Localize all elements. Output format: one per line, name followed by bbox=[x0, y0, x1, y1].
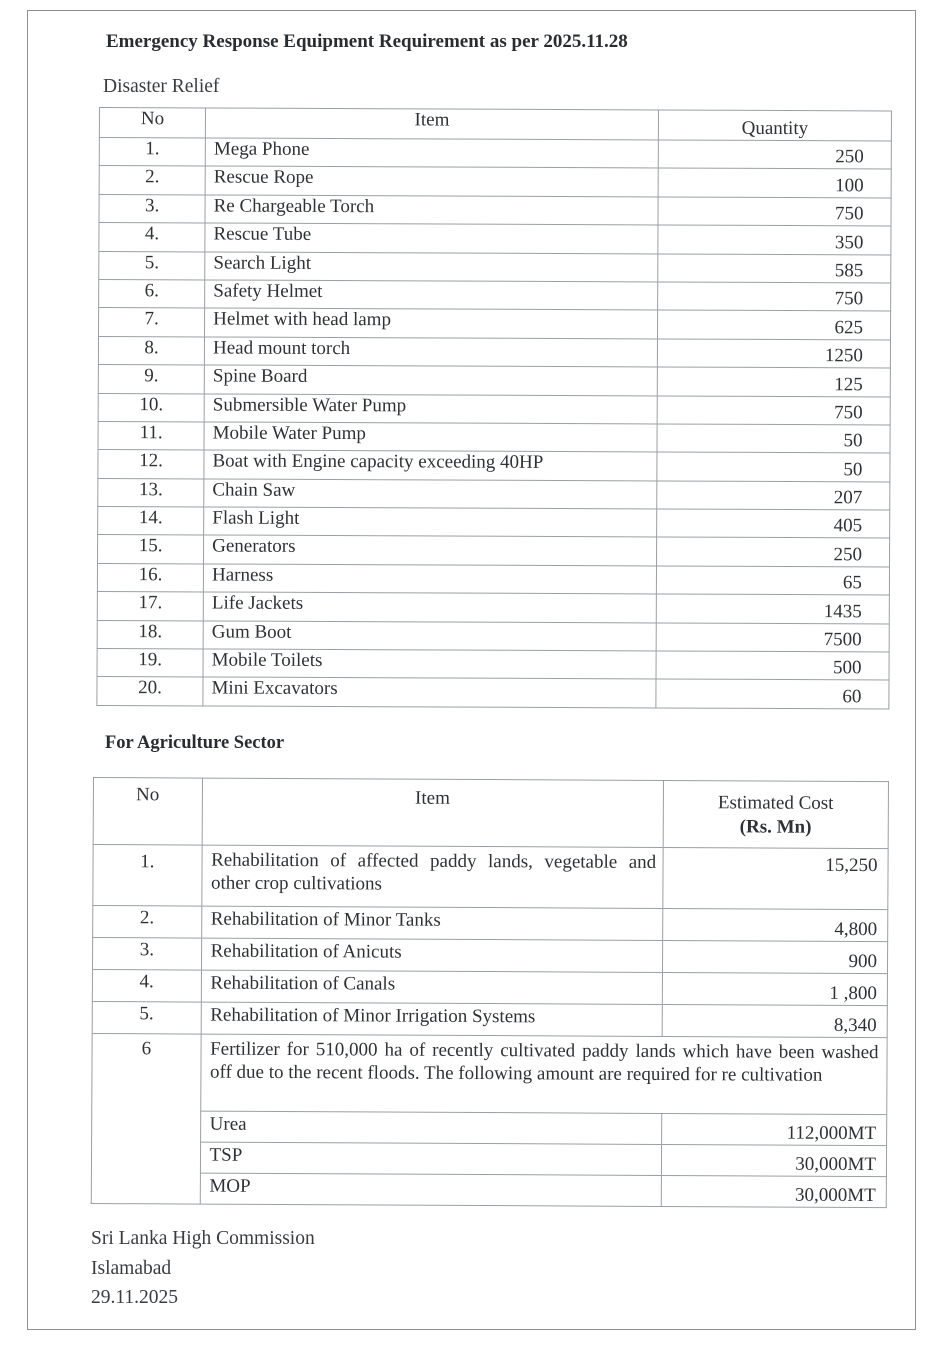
row-number: 5. bbox=[92, 1001, 201, 1034]
fertilizer-item-row bbox=[92, 1110, 887, 1145]
item-name: Chain Saw bbox=[204, 479, 657, 509]
header-cost-label: Estimated Cost bbox=[717, 792, 834, 814]
row-number: 11. bbox=[98, 421, 204, 450]
row-number: 13. bbox=[98, 478, 204, 507]
row-number: 9. bbox=[98, 365, 204, 394]
item-name: Mobile Water Pump bbox=[204, 422, 657, 452]
agriculture-table-body bbox=[91, 845, 888, 1208]
item-quantity: 750 bbox=[657, 395, 890, 424]
item-name: Boat with Engine capacity exceeding 40HP bbox=[204, 450, 657, 480]
fertilizer-item-row bbox=[91, 1172, 886, 1207]
item-cost: 900 bbox=[662, 940, 888, 973]
item-name: Rescue Tube bbox=[205, 223, 658, 253]
table-row bbox=[98, 393, 890, 425]
table-row bbox=[97, 649, 889, 681]
table-row bbox=[98, 365, 890, 397]
disaster-relief-label: Disaster Relief bbox=[103, 76, 220, 97]
table-row bbox=[92, 1001, 887, 1037]
table-row bbox=[99, 138, 891, 170]
agriculture-table bbox=[91, 777, 889, 1208]
table-row bbox=[97, 592, 889, 624]
item-quantity: 625 bbox=[657, 310, 890, 339]
item-name: Harness bbox=[203, 564, 656, 594]
table-row bbox=[99, 194, 891, 226]
row-number: 16. bbox=[97, 563, 203, 592]
table-row bbox=[99, 166, 891, 198]
disaster-relief-table-body bbox=[97, 138, 891, 709]
item-quantity: 50 bbox=[657, 424, 890, 453]
fertilizer-amount: 30,000MT bbox=[661, 1144, 887, 1176]
item-quantity: 250 bbox=[656, 537, 889, 566]
item-quantity: 500 bbox=[656, 651, 889, 680]
item-quantity: 7500 bbox=[656, 623, 889, 652]
table-row bbox=[99, 251, 891, 283]
footer-organization: Sri Lanka High Commission bbox=[91, 1228, 315, 1249]
item-name: Rehabilitation of Canals bbox=[201, 970, 662, 1004]
row-number: 18. bbox=[97, 620, 203, 649]
item-quantity: 125 bbox=[657, 367, 890, 396]
item-name: Helmet with head lamp bbox=[205, 308, 658, 338]
item-quantity: 65 bbox=[656, 566, 889, 595]
table-row bbox=[98, 421, 890, 453]
table-row bbox=[93, 845, 888, 910]
item-name: Head mount torch bbox=[204, 337, 657, 367]
item-quantity: 100 bbox=[658, 168, 891, 197]
agriculture-heading: For Agriculture Sector bbox=[105, 733, 285, 753]
item-quantity: 50 bbox=[657, 452, 890, 481]
row-number: 10. bbox=[98, 393, 204, 422]
item-name: Mini Excavators bbox=[203, 677, 656, 707]
item-name: Generators bbox=[204, 535, 657, 565]
item-name: Rehabilitation of Minor Irrigation Systems bbox=[201, 1002, 662, 1036]
table-row bbox=[98, 336, 890, 368]
row-number: 6 bbox=[91, 1033, 200, 1204]
footer-date: 29.11.2025 bbox=[91, 1287, 179, 1308]
fertilizer-amount: 30,000MT bbox=[661, 1175, 887, 1207]
row-number: 15. bbox=[98, 535, 204, 564]
row-number: 4. bbox=[99, 223, 205, 252]
table-row bbox=[92, 970, 887, 1006]
table-row bbox=[98, 478, 890, 510]
row-number: 20. bbox=[97, 677, 203, 706]
item-cost: 4,800 bbox=[662, 908, 888, 941]
item-quantity: 750 bbox=[658, 282, 891, 311]
item-name: Re Chargeable Torch bbox=[205, 195, 658, 225]
item-quantity: 250 bbox=[658, 140, 891, 169]
header-quantity: Quantity bbox=[658, 110, 891, 141]
row-number: 1. bbox=[99, 138, 205, 167]
row-number: 4. bbox=[92, 970, 201, 1003]
row-number: 5. bbox=[99, 251, 205, 280]
row-number: 2. bbox=[99, 166, 205, 195]
header-no: No bbox=[93, 778, 202, 846]
table-row bbox=[93, 906, 888, 942]
table-row bbox=[98, 308, 890, 340]
item-name: Flash Light bbox=[204, 507, 657, 537]
footer-city: Islamabad bbox=[91, 1257, 172, 1279]
fertilizer-name: MOP bbox=[200, 1173, 661, 1206]
header-no: No bbox=[99, 108, 205, 138]
row-number: 1. bbox=[93, 845, 202, 907]
item-name: Rehabilitation of Minor Tanks bbox=[201, 906, 662, 940]
item-name: Mega Phone bbox=[205, 138, 658, 168]
item-name: Rehabilitation of Anicuts bbox=[201, 938, 662, 972]
table-header-row bbox=[93, 778, 888, 849]
fertilizer-amount: 112,000MT bbox=[661, 1113, 887, 1145]
item-name: Gum Boot bbox=[203, 621, 656, 651]
document-title: Emergency Response Equipment Requirement as per 2025.11.28 bbox=[106, 31, 628, 52]
row-number: 3. bbox=[92, 938, 201, 971]
row-number: 7. bbox=[98, 308, 204, 337]
fertilizer-item-row bbox=[91, 1141, 886, 1176]
row-number: 8. bbox=[98, 336, 204, 365]
fertilizer-name: Urea bbox=[200, 1111, 661, 1144]
header-item: Item bbox=[205, 108, 658, 140]
header-cost-unit: (Rs. Mn) bbox=[739, 816, 812, 838]
item-name: Rescue Rope bbox=[205, 166, 658, 196]
header-item: Item bbox=[202, 778, 663, 847]
row-number: 3. bbox=[99, 194, 205, 223]
table-header-row bbox=[99, 108, 891, 141]
item-name: Safety Helmet bbox=[205, 280, 658, 310]
header-estimated-cost bbox=[663, 780, 889, 848]
footer-signature bbox=[91, 1224, 315, 1313]
fertilizer-row bbox=[92, 1033, 887, 1114]
table-row bbox=[97, 563, 889, 595]
item-cost: 15,250 bbox=[662, 847, 888, 909]
item-quantity: 750 bbox=[658, 197, 891, 226]
table-row bbox=[98, 535, 890, 567]
row-number: 17. bbox=[97, 592, 203, 621]
table-row bbox=[99, 279, 891, 311]
item-name: Spine Board bbox=[204, 365, 657, 395]
item-quantity: 405 bbox=[657, 509, 890, 538]
table-row bbox=[97, 620, 889, 652]
item-name: Submersible Water Pump bbox=[204, 393, 657, 423]
item-name: Life Jackets bbox=[203, 592, 656, 622]
item-name: Mobile Toilets bbox=[203, 649, 656, 679]
table-row bbox=[97, 677, 889, 709]
item-quantity: 207 bbox=[657, 481, 890, 510]
row-number: 14. bbox=[98, 507, 204, 536]
row-number: 19. bbox=[97, 649, 203, 678]
table-row bbox=[98, 507, 890, 539]
item-cost: 1 ,800 bbox=[662, 972, 888, 1005]
fertilizer-name: TSP bbox=[200, 1142, 661, 1175]
disaster-relief-table bbox=[96, 107, 892, 709]
fertilizer-description: Fertilizer for 510,000 ha of recently cultivated paddy lands which have been washed off due to the recent floods. The following amount are required for re cultivation bbox=[200, 1034, 887, 1115]
item-cost: 8,340 bbox=[662, 1004, 888, 1037]
row-number: 12. bbox=[98, 450, 204, 479]
item-name: Rehabilitation of affected paddy lands, vegetable and other crop cultivations bbox=[201, 845, 662, 908]
table-row bbox=[98, 450, 890, 482]
row-number: 2. bbox=[93, 906, 202, 939]
item-quantity: 350 bbox=[658, 225, 891, 254]
item-quantity: 1250 bbox=[657, 339, 890, 368]
item-name: Search Light bbox=[205, 252, 658, 282]
item-quantity: 60 bbox=[656, 679, 889, 708]
table-row bbox=[92, 938, 887, 974]
table-row bbox=[99, 223, 891, 255]
row-number: 6. bbox=[99, 279, 205, 308]
item-quantity: 1435 bbox=[656, 594, 889, 623]
item-quantity: 585 bbox=[658, 254, 891, 283]
